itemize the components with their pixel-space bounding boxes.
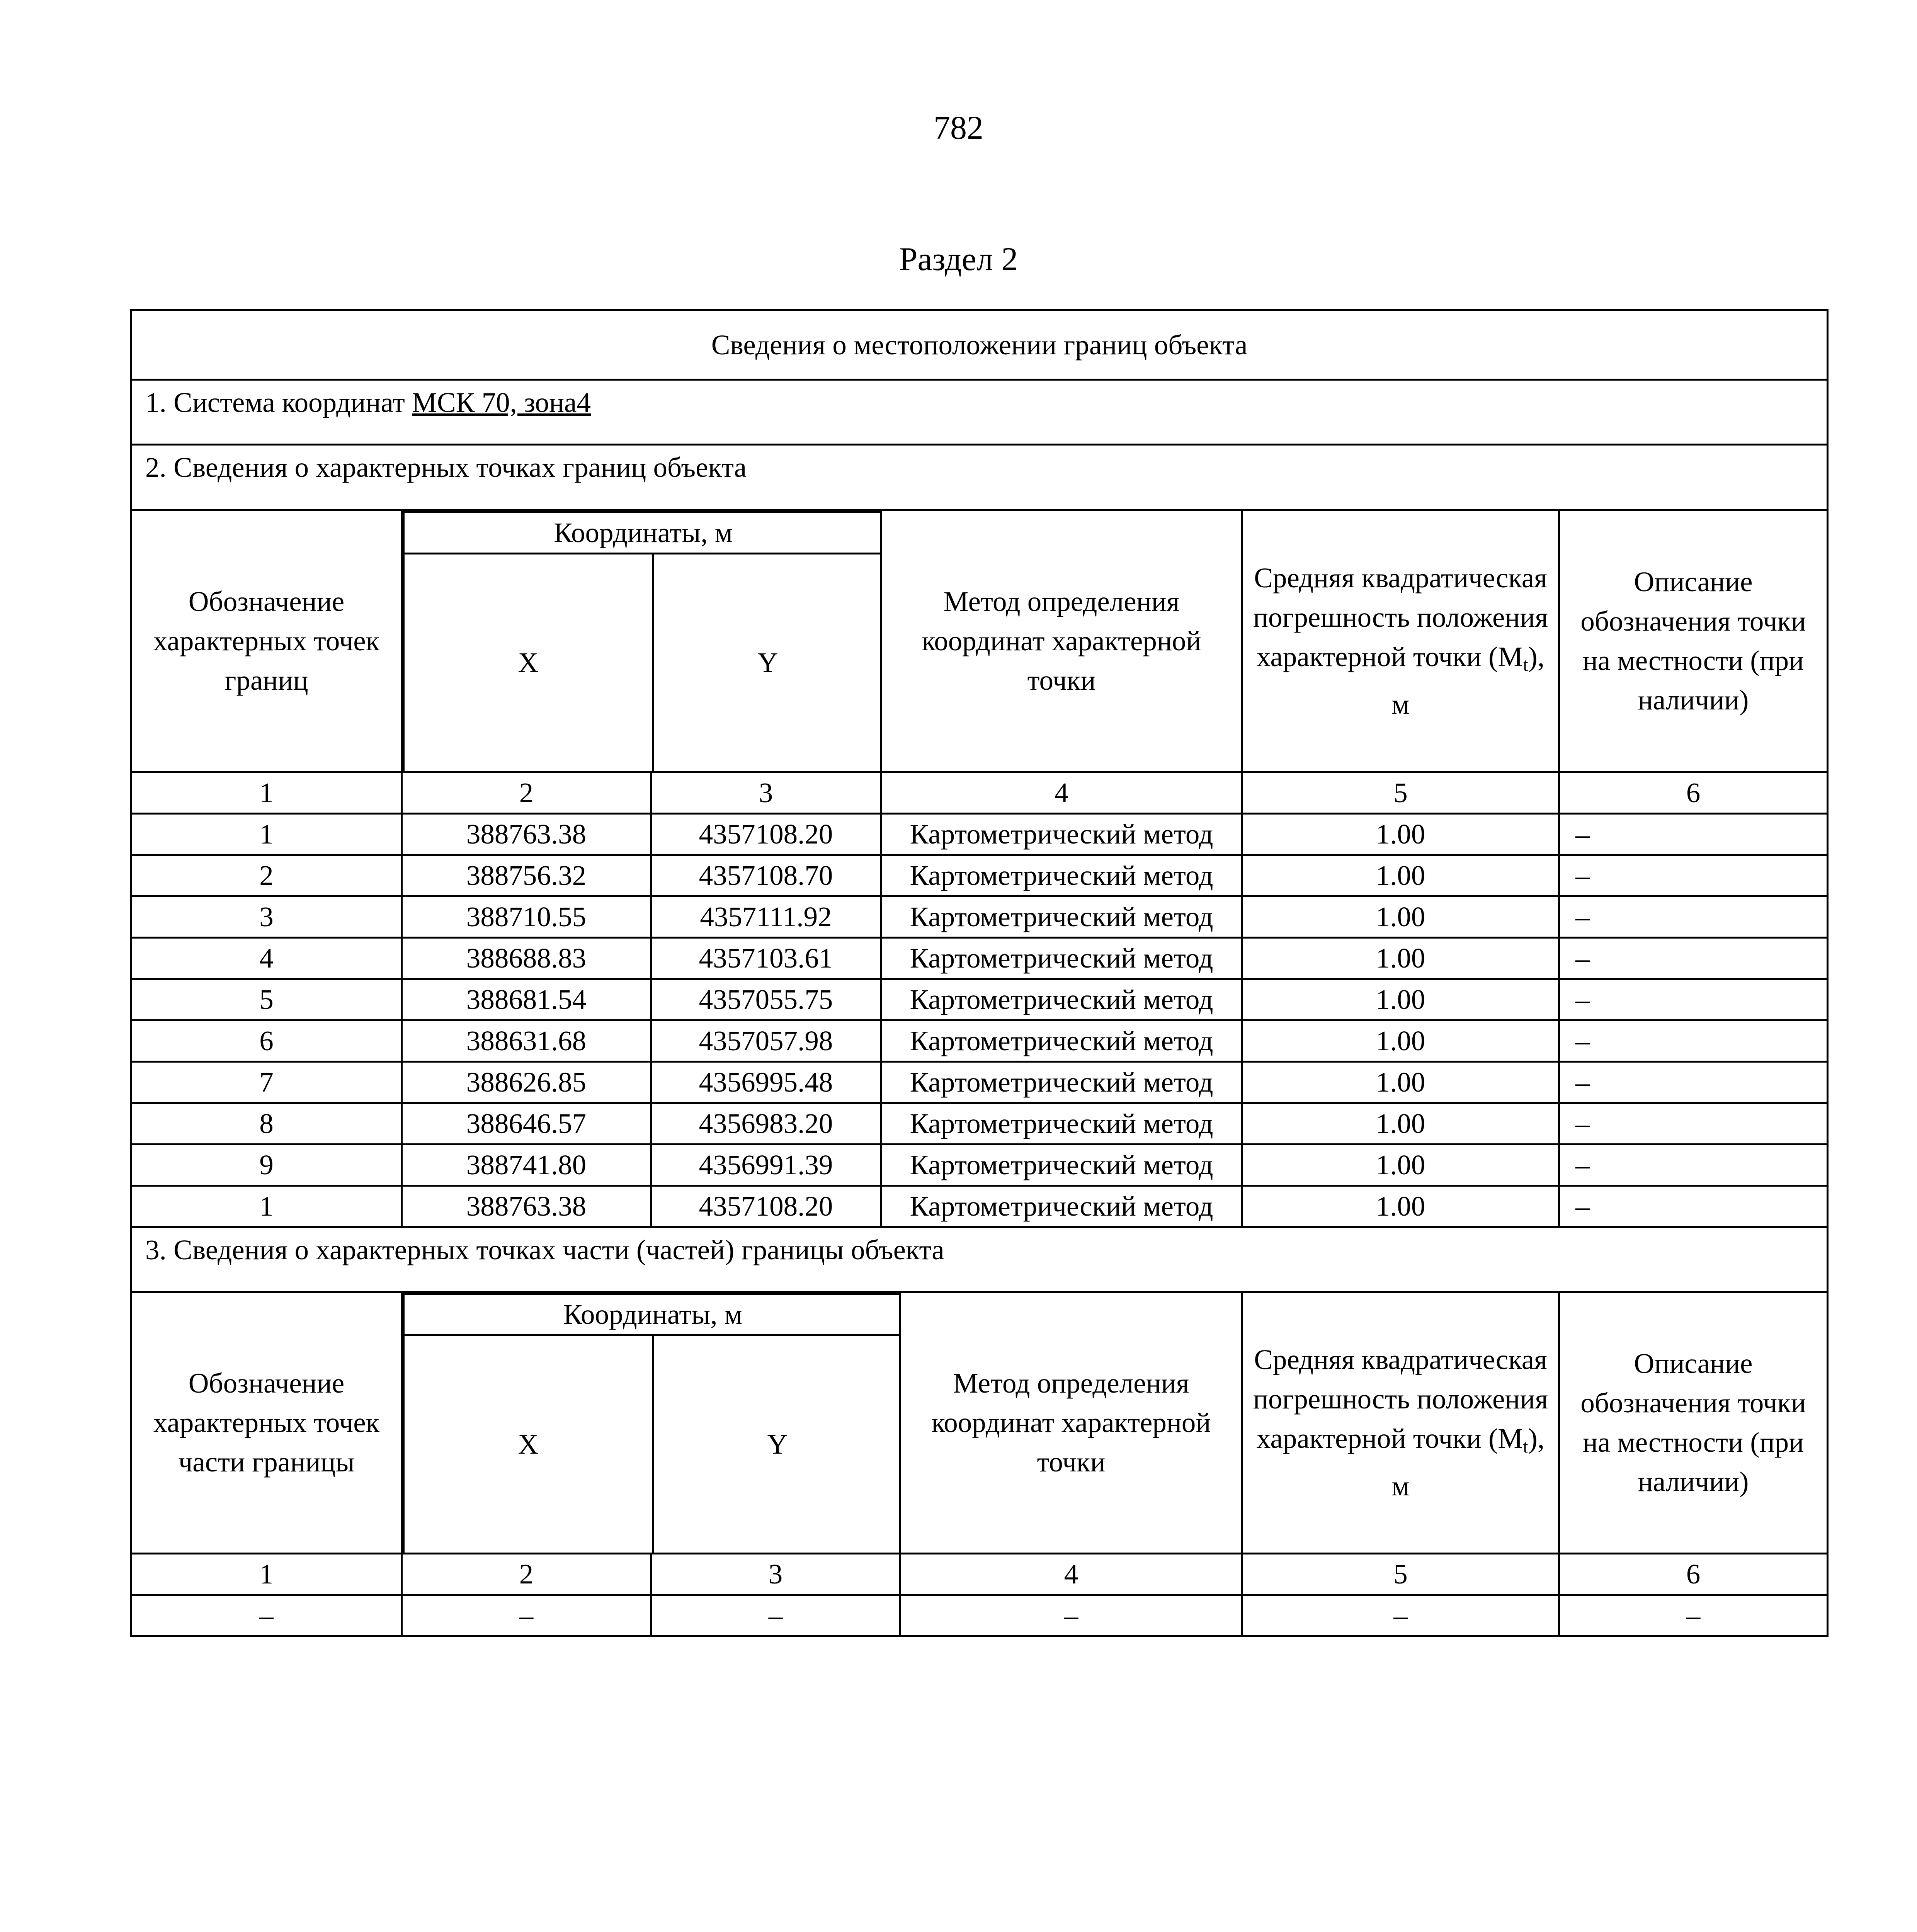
table-heading: Сведения о местоположении границ объекта [131,310,1828,380]
cell-point: 9 [131,1145,402,1186]
part-column-number: 6 [1559,1554,1828,1595]
header-accuracy [1242,510,1559,772]
points-body [131,814,1828,1227]
part-column-number: 5 [1242,1554,1559,1595]
cell-method: Картометрический метод [881,938,1242,979]
column-number: 1 [131,772,402,814]
header-accuracy-unit: ), м [1391,641,1545,720]
cell-x: 388756.32 [402,855,651,896]
cell-x: 388626.85 [402,1062,651,1103]
cell-point: 3 [131,896,402,938]
part-cell-description: – [1559,1595,1828,1636]
cell-description: – [1559,1020,1828,1062]
table-row [131,1020,1828,1062]
table-row [131,896,1828,938]
points-section-title: 2. Сведения о характерных точках границ объекта [131,445,1828,510]
table-row [131,938,1828,979]
section-title: Раздел 2 [899,240,1018,277]
cell-description: – [1559,1145,1828,1186]
table-row [131,1103,1828,1145]
header-part-method: Метод определения координат характерной точки [900,1292,1242,1554]
cell-y: 4357103.61 [651,938,881,979]
part-column-number: 2 [402,1554,651,1595]
boundary-table [130,309,1829,1637]
cell-x: 388741.80 [402,1145,651,1186]
cell-x: 388710.55 [402,896,651,938]
header-part-coords-group: Координаты, м [404,1294,900,1335]
cell-description: – [1559,896,1828,938]
cell-method: Картометрический метод [881,1145,1242,1186]
cell-method: Картометрический метод [881,1020,1242,1062]
cell-method: Картометрический метод [881,814,1242,855]
cell-y: 4357108.70 [651,855,881,896]
cell-description: – [1559,979,1828,1020]
part-cell-point: – [131,1595,402,1636]
part-section-title: 3. Сведения о характерных точках части (частей) границы объекта [131,1227,1828,1292]
cell-method: Картометрический метод [881,1186,1242,1227]
cell-method: Картометрический метод [881,979,1242,1020]
cell-method: Картометрический метод [881,855,1242,896]
cell-x: 388763.38 [402,814,651,855]
cell-accuracy: 1.00 [1242,1103,1559,1145]
header-part-coords [402,1292,900,1554]
cell-description: – [1559,855,1828,896]
table-row [131,1062,1828,1103]
table-row [131,814,1828,855]
cell-point: 1 [131,814,402,855]
cell-y: 4357108.20 [651,1186,881,1227]
column-number: 6 [1559,772,1828,814]
coord-system-label: 1. Система координат [145,387,412,418]
part-cell-y: – [651,1595,900,1636]
cell-y: 4357055.75 [651,979,881,1020]
header-part-y: Y [653,1335,900,1553]
cell-point: 1 [131,1186,402,1227]
cell-description: – [1559,814,1828,855]
cell-x: 388688.83 [402,938,651,979]
part-cell-method: – [900,1595,1242,1636]
table-row [131,855,1828,896]
coord-system-row [131,380,1828,445]
cell-point: 8 [131,1103,402,1145]
cell-accuracy: 1.00 [1242,938,1559,979]
cell-description: – [1559,1062,1828,1103]
cell-y: 4356991.39 [651,1145,881,1186]
cell-point: 6 [131,1020,402,1062]
column-number: 3 [651,772,881,814]
header-x: X [404,554,653,771]
header-accuracy-text: Средняя квадратическая погрешность положения характерной точки (M [1253,562,1548,672]
part-table-row [131,1595,1828,1636]
coord-system-value: МСК 70, зона4 [412,387,591,418]
header-part-accuracy-text: Средняя квадратическая погрешность положения характерной точки (M [1253,1344,1548,1454]
table-row [131,1186,1828,1227]
cell-accuracy: 1.00 [1242,979,1559,1020]
cell-method: Картометрический метод [881,1103,1242,1145]
cell-x: 388681.54 [402,979,651,1020]
cell-method: Картометрический метод [881,896,1242,938]
table-row [131,979,1828,1020]
cell-point: 5 [131,979,402,1020]
cell-accuracy: 1.00 [1242,1145,1559,1186]
part-column-number: 3 [651,1554,900,1595]
cell-description: – [1559,1103,1828,1145]
header-part-accuracy-sub: t [1523,1436,1528,1457]
cell-accuracy: 1.00 [1242,855,1559,896]
header-part-point-designation: Обозначение характерных точек части границы [131,1292,402,1554]
cell-point: 7 [131,1062,402,1103]
header-method: Метод определения координат характерной точки [881,510,1242,772]
header-coords [402,510,881,772]
table-row [131,1145,1828,1186]
cell-y: 4356995.48 [651,1062,881,1103]
cell-y: 4357111.92 [651,896,881,938]
part-cell-accuracy: – [1242,1595,1559,1636]
header-point-designation: Обозначение характерных точек границ [131,510,402,772]
cell-y: 4357057.98 [651,1020,881,1062]
header-description: Описание обозначения точки на местности (при наличии) [1559,510,1828,772]
header-part-accuracy [1242,1292,1559,1554]
cell-accuracy: 1.00 [1242,1186,1559,1227]
cell-description: – [1559,1186,1828,1227]
header-part-accuracy-unit: ), м [1391,1422,1545,1502]
header-part-x: X [404,1335,653,1553]
header-coords-group: Координаты, м [404,512,881,554]
header-y: Y [653,554,881,771]
cell-x: 388763.38 [402,1186,651,1227]
part-column-number: 4 [900,1554,1242,1595]
cell-point: 2 [131,855,402,896]
part-column-number: 1 [131,1554,402,1595]
column-number: 2 [402,772,651,814]
cell-y: 4357108.20 [651,814,881,855]
column-number: 5 [1242,772,1559,814]
cell-method: Картометрический метод [881,1062,1242,1103]
cell-accuracy: 1.00 [1242,1020,1559,1062]
page-number: 782 [934,109,983,146]
cell-point: 4 [131,938,402,979]
part-cell-x: – [402,1595,651,1636]
column-number: 4 [881,772,1242,814]
cell-x: 388631.68 [402,1020,651,1062]
cell-y: 4356983.20 [651,1103,881,1145]
cell-accuracy: 1.00 [1242,814,1559,855]
header-part-description: Описание обозначения точки на местности (при наличии) [1559,1292,1828,1554]
cell-description: – [1559,938,1828,979]
cell-x: 388646.57 [402,1103,651,1145]
header-accuracy-sub: t [1523,654,1528,675]
cell-accuracy: 1.00 [1242,896,1559,938]
cell-accuracy: 1.00 [1242,1062,1559,1103]
